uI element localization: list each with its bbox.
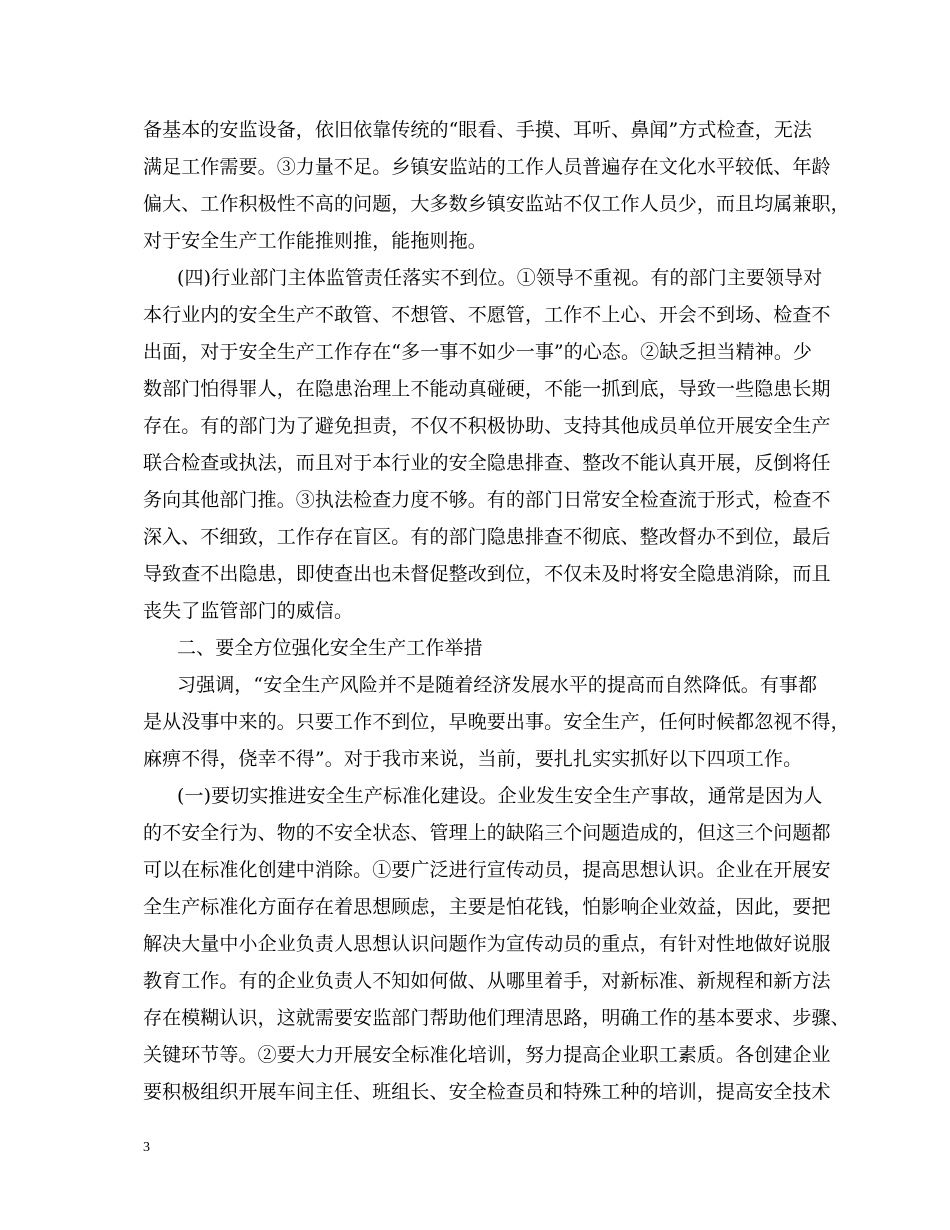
text-line: 深入、不细致，工作存在盲区。有的部门隐患排查不彻底、整改督办不到位，最后 (143, 526, 831, 548)
text-line: 存在模糊认识，这就需要安监部门帮助他们理清思路，明确工作的基本要求、步骤、 (143, 1007, 850, 1029)
text-line: 解决大量中小企业负责人思想认识问题作为宣传动员的重点，有针对性地做好说服 (143, 933, 831, 955)
text-line: 要积极组织开展车间主任、班组长、安全检查员和特殊工种的培训，提高安全技术 (143, 1081, 831, 1103)
paragraph-start-line: (四)行业部门主体监管责任落实不到位。①领导不重视。有的部门主要领导对 (177, 267, 823, 289)
text-line: 是从没事中来的。只要工作不到位，早晚要出事。安全生产，任何时候都忽视不得， (143, 711, 850, 733)
text-line: 存在。有的部门为了避免担责，不仅不积极协助、支持其他成员单位开展安全生产 (143, 415, 831, 437)
text-line: 本行业内的安全生产不敢管、不想管、不愿管，工作不上心、开会不到场、检查不 (143, 304, 831, 326)
text-line: 全生产标准化方面存在着思想顾虑，主要是怕花钱，怕影响企业效益，因此，要把 (143, 896, 831, 918)
paragraph-start-line: (一)要切实推进安全生产标准化建设。企业发生安全生产事故，通常是因为人 (177, 785, 823, 807)
text-line: 麻痹不得，侥幸不得”。对于我市来说，当前，要扎扎实实抓好以下四项工作。 (143, 748, 803, 770)
text-line: 的不安全行为、物的不安全状态、管理上的缺陷三个问题造成的，但这三个问题都 (143, 822, 831, 844)
text-line: 可以在标准化创建中消除。①要广泛进行宣传动员，提高思想认识。企业在开展安 (143, 859, 831, 881)
text-line: 教育工作。有的企业负责人不知如何做、从哪里着手，对新标准、新规程和新方法 (143, 970, 831, 992)
text-line: 丧失了监管部门的威信。 (143, 600, 354, 622)
paragraph-start-line: 习强调，“安全生产风险并不是随着经济发展水平的提高而自然降低。有事都 (177, 674, 818, 696)
text-line: 联合检查或执法，而且对于本行业的安全隐患排查、整改不能认真开展，反倒将任 (143, 452, 831, 474)
text-line: 导致查不出隐患，即使查出也未督促整改到位，不仅未及时将安全隐患消除，而且 (143, 563, 831, 585)
section-heading: 二、要全方位强化安全生产工作举措 (177, 637, 483, 659)
text-line: 满足工作需要。③力量不足。乡镇安监站的工作人员普遍存在文化水平较低、年龄 (143, 156, 831, 178)
text-line: 偏大、工作积极性不高的问题，大多数乡镇安监站不仅工作人员少，而且均属兼职， (143, 193, 850, 215)
text-line: 务向其他部门推。③执法检查力度不够。有的部门日常安全检查流于形式，检查不 (143, 489, 831, 511)
page-number: 3 (143, 1140, 150, 1155)
text-line: 备基本的安监设备，依旧依靠传统的“眼看、手摸、耳听、鼻闻”方式检查，无法 (143, 119, 813, 141)
text-line: 对于安全生产工作能推则推，能拖则拖。 (143, 230, 487, 252)
text-line: 关键环节等。②要大力开展安全标准化培训，努力提高企业职工素质。各创建企业 (143, 1044, 831, 1066)
text-line: 数部门怕得罪人，在隐患治理上不能动真碰硬，不能一抓到底，导致一些隐患长期 (143, 378, 831, 400)
text-line: 出面，对于安全生产工作存在“多一事不如少一事”的心态。②缺乏担当精神。少 (143, 341, 813, 363)
